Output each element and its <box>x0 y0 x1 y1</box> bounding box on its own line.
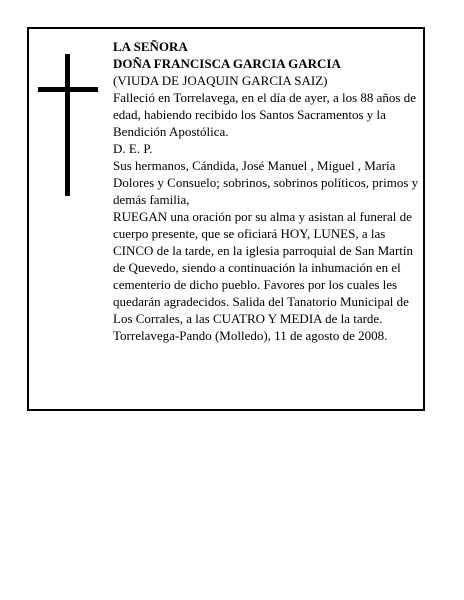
funeral-request: RUEGAN una oración por su alma y asistan al funeral de cuerpo presente, que se oficiará HOY, LUNES, a las CINCO de la tarde, en la iglesia parroquial de San Martín de Quevedo, siendo a continuación la inhumación en el cementerio de dicho pueblo. Favores por los cuales les quedarán agradecidos. Salida del Tanatorio Municipal de Los Corrales, a las CUATRO Y MEDIA de la tarde. <box>113 209 413 326</box>
deceased-name: DOÑA FRANCISCA GARCIA GARCIA <box>113 56 341 71</box>
death-announcement: Falleció en Torrelavega, en el día de ayer, a los 88 años de edad, habiendo recibido los Santos Sacramentos y la Bendición Apostólica. <box>113 90 416 139</box>
rest-in-peace: D. E. P. <box>113 141 153 156</box>
place-and-date: Torrelavega-Pando (Molledo), 11 de agosto de 2008. <box>113 328 388 343</box>
latin-cross-icon <box>38 54 98 196</box>
widow-of-line: (VIUDA DE JOAQUIN GARCIA SAIZ) <box>113 73 328 88</box>
cross-vertical-bar <box>65 54 70 196</box>
obituary-text <box>113 38 423 344</box>
family-list: Sus hermanos, Cándida, José Manuel , Miguel , María Dolores y Consuelo; sobrinos, sobrinos políticos, primos y demás familia, <box>113 158 419 207</box>
title-line: LA SEÑORA <box>113 39 188 54</box>
cross-horizontal-bar <box>38 87 98 92</box>
